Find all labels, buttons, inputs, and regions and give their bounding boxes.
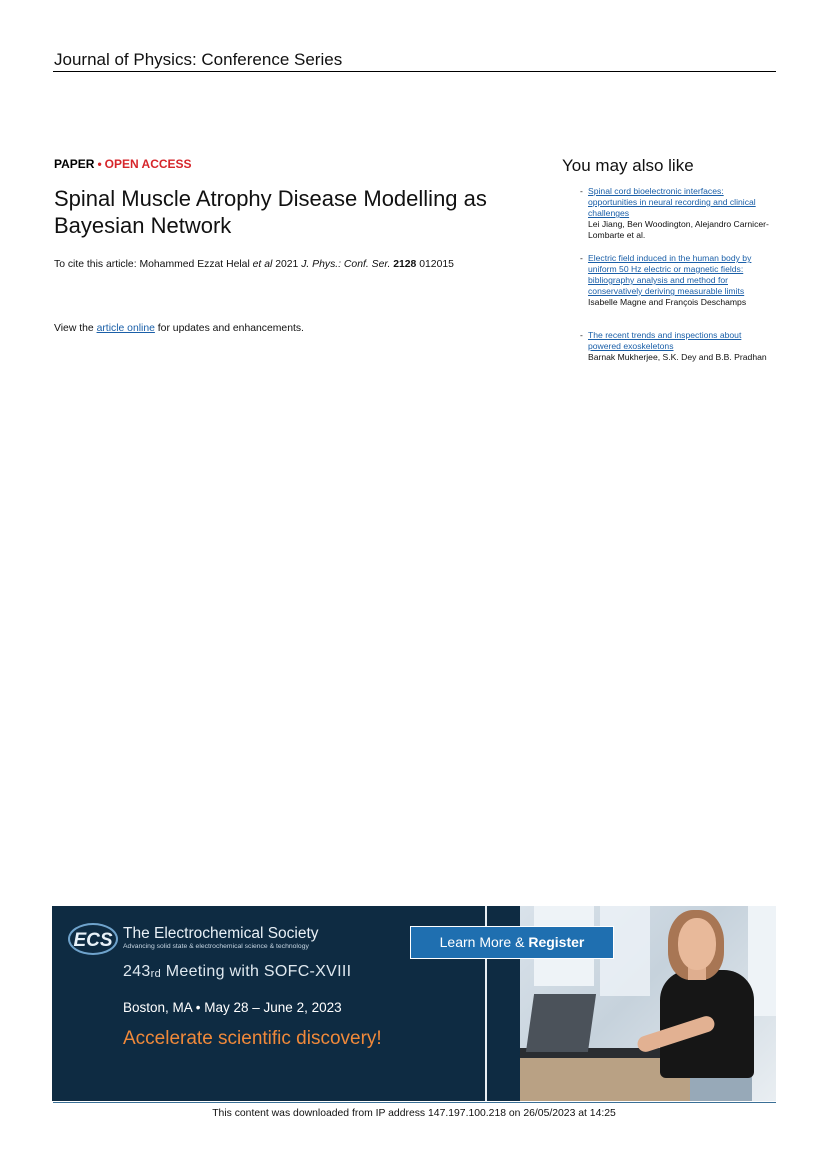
article-type-line (54, 157, 192, 171)
meeting-location: Boston, MA • May 28 – June 2, 2023 (123, 1000, 342, 1015)
header-divider (53, 71, 776, 72)
cite-year: 2021 (275, 259, 299, 270)
cite-et-al: et al (252, 259, 273, 270)
related-item (580, 330, 775, 363)
journal-name: Journal of Physics: Conference Series (54, 50, 343, 69)
related-authors: Lei Jiang, Ben Woodington, Alejandro Carnicer-Lombarte et al. (588, 219, 769, 240)
view-online-line (54, 323, 304, 334)
list-dash: - (580, 253, 583, 263)
view-prefix: View the (54, 323, 94, 334)
article-online-link[interactable]: article online (96, 323, 155, 334)
related-heading: You may also like (562, 156, 694, 175)
ecs-advertisement-banner[interactable] (52, 906, 776, 1101)
download-note: This content was downloaded from IP address 147.197.100.218 on 26/05/2023 at 14:25 (212, 1108, 616, 1119)
society-tagline: Advancing solid state & electrochemical science & technology (123, 943, 309, 950)
list-dash: - (580, 330, 583, 340)
meeting-rest: Meeting with SOFC-XVIII (161, 963, 352, 980)
cite-journal: J. Phys.: Conf. Ser. (301, 259, 391, 270)
related-item (580, 186, 775, 241)
banner-slogan: Accelerate scientific discovery! (123, 1028, 382, 1049)
person-pants (690, 1074, 752, 1101)
learn-more-register-button[interactable] (410, 926, 614, 959)
paper-label: PAPER (54, 157, 95, 171)
related-authors: Isabelle Magne and François Deschamps (588, 297, 747, 307)
view-suffix: for updates and enhancements. (157, 323, 304, 334)
separator-dot: • (97, 157, 102, 171)
related-title-link[interactable]: The recent trends and inspections about powered exoskeletons (588, 330, 742, 351)
cta-register: Register (528, 934, 585, 950)
related-item (580, 253, 775, 308)
footer-divider (53, 1102, 776, 1103)
open-access-label: OPEN ACCESS (104, 157, 192, 171)
meeting-ordinal: rd (150, 968, 161, 980)
paper-title: Spinal Muscle Atrophy Disease Modelling as Bayesian Network (54, 186, 487, 238)
society-name: The Electrochemical Society (123, 925, 319, 942)
meeting-title (123, 963, 351, 981)
laptop (526, 994, 596, 1052)
related-title-link[interactable]: Electric field induced in the human body by uniform 50 Hz electric or magnetic fields: bibliography analysis and method for conservatively deriving measurable limits (588, 253, 752, 296)
cite-prefix: To cite this article: Mohammed Ezzat Helal (54, 259, 250, 270)
cite-article-number: 012015 (419, 259, 454, 270)
person-face (678, 918, 716, 970)
citation-line (54, 259, 454, 270)
ecs-logo-icon: ECS (68, 923, 118, 955)
cite-volume: 2128 (393, 259, 417, 270)
list-dash: - (580, 186, 583, 196)
related-authors: Barnak Mukherjee, S.K. Dey and B.B. Pradhan (588, 352, 767, 362)
meeting-number: 243 (123, 963, 151, 980)
cta-prefix: Learn More & (439, 934, 529, 950)
related-title-link[interactable]: Spinal cord bioelectronic interfaces: opportunities in neural recording and clinical challenges (588, 186, 756, 218)
